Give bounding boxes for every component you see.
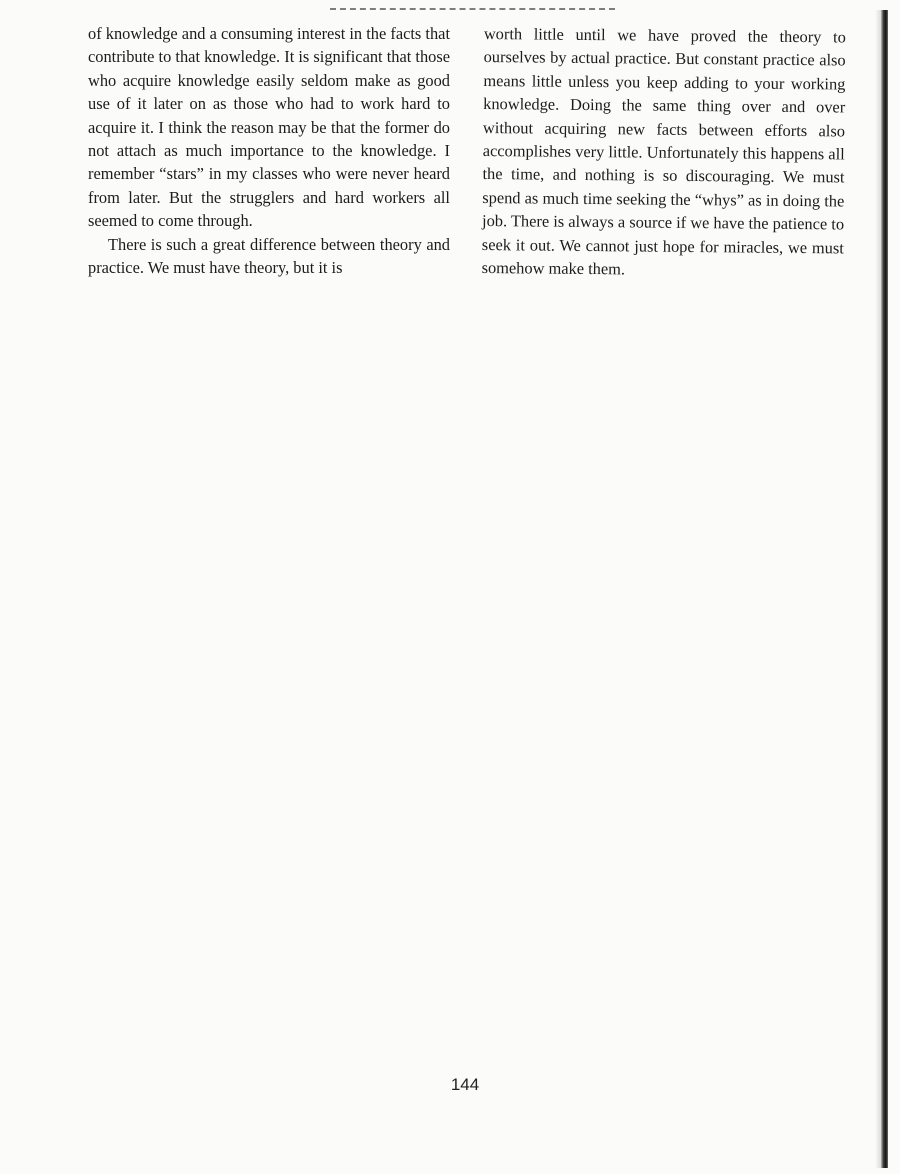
top-rule: [330, 8, 615, 10]
paragraph: of knowledge and a consuming interest in the facts that contribute to that knowledge. It is significant that those who acquire knowledge easily seldom make as good use of it later on as those who had to work hard to acquire it. I think the reason may be that the former do not attach as much importance to the knowledge. I remember “stars” in my classes who were never heard from later. But the strugglers and hard workers all seemed to come through.: [88, 24, 450, 231]
paragraph: There is such a great difference between theory and practice. We must have theory, but it is: [88, 234, 450, 278]
paragraph: worth little until we have proved the theory to ourselves by actual practice. But constant practice also means little unless you keep adding to your working knowledge. Doing the same thing over and over without acquiring new facts between efforts also accomplishes very little. Unfortunately this happens all the time, and nothing is so discouraging. We must spend as much time seeking the “whys” as in doing the job. There is always a source if we have the patience to seek it out. We cannot just hope for miracles, we must somehow make them.: [481, 23, 846, 279]
binding-edge: [881, 10, 888, 1168]
right-column: [482, 22, 846, 283]
page-number: 144: [450, 1075, 480, 1094]
left-column: [88, 22, 450, 279]
